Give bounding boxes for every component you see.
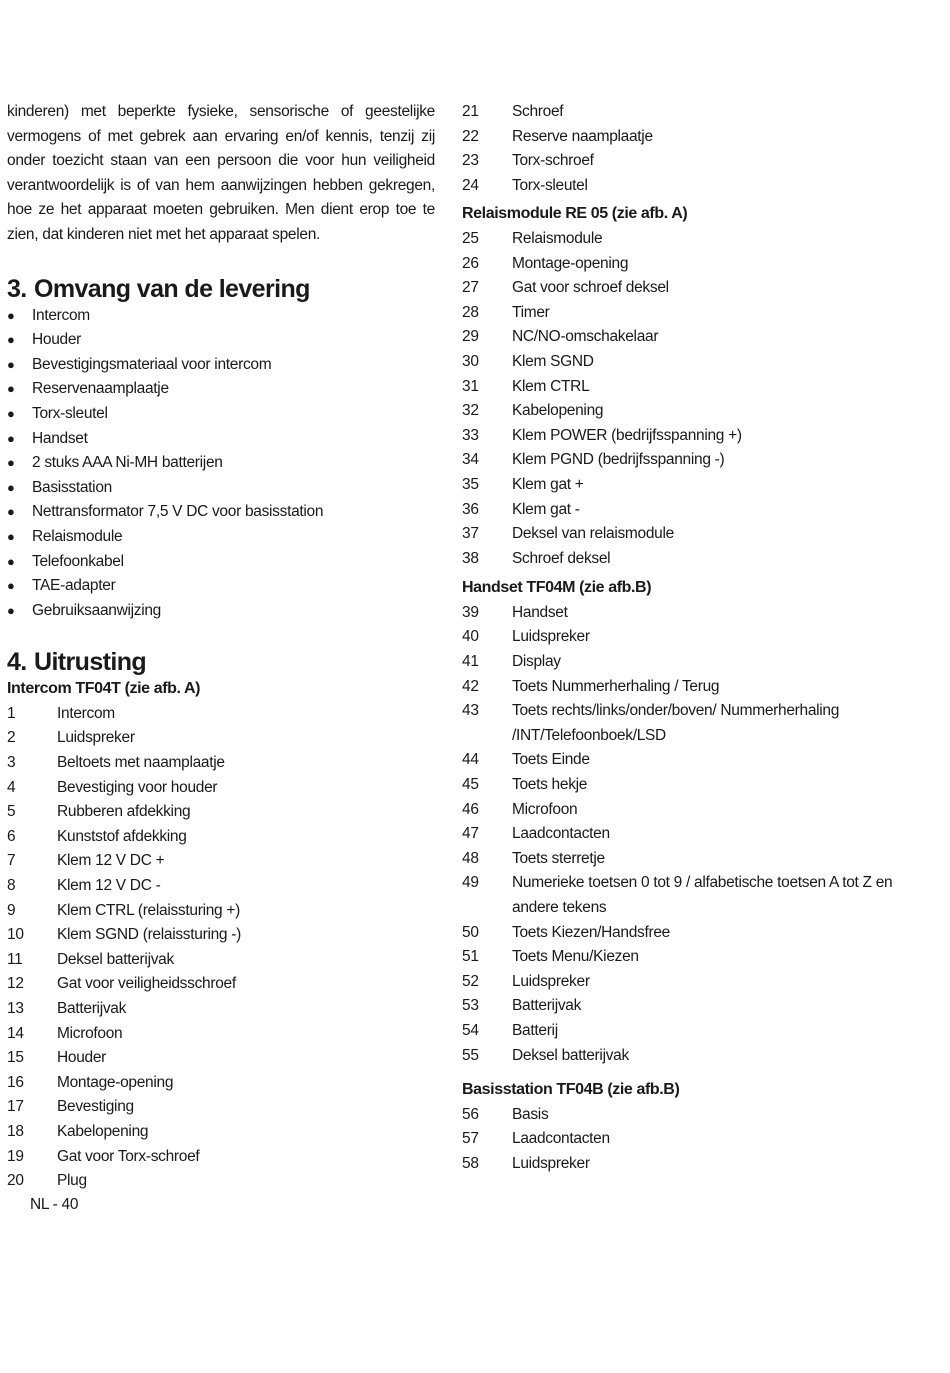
intercom-parts-list [7, 702, 435, 1194]
bullet-icon: ● [7, 307, 15, 323]
part-list-item [7, 702, 435, 727]
part-number: 55 [462, 1046, 479, 1064]
part-label: Timer [512, 303, 550, 321]
bullet-icon: ● [7, 553, 15, 569]
delivery-item-label: Intercom [32, 306, 90, 324]
part-number: 3 [7, 754, 16, 772]
delivery-list-item [7, 451, 435, 476]
delivery-item-label: Reservenaamplaatje [32, 380, 169, 398]
part-list-item [462, 1103, 902, 1128]
part-number: 33 [462, 426, 479, 444]
part-label: Gat voor Torx-schroef [57, 1147, 200, 1165]
part-list-item [7, 899, 435, 924]
part-label: Luidspreker [512, 1154, 590, 1172]
intercom-heading: Intercom TF04T (zie afb. A) [7, 680, 201, 698]
part-number: 36 [462, 500, 479, 518]
part-label: Klem SGND (relaissturing -) [57, 926, 241, 944]
part-list-item [7, 825, 435, 850]
part-label: Plug [57, 1172, 87, 1190]
part-list-item [462, 498, 902, 523]
part-number: 38 [462, 549, 479, 567]
part-list-item [7, 1071, 435, 1096]
part-number: 19 [7, 1147, 24, 1165]
part-label: Batterijvak [512, 997, 582, 1015]
part-label: Laadcontacten [512, 1130, 610, 1148]
bullet-icon: ● [7, 356, 15, 372]
part-list-item [462, 350, 902, 375]
basis-parts-list [462, 1103, 902, 1177]
part-label: Batterijvak [57, 1000, 127, 1017]
part-number: 6 [7, 827, 16, 845]
part-label: Klem gat + [512, 475, 584, 493]
part-number: 53 [462, 997, 479, 1015]
part-list-item [462, 325, 902, 350]
part-list-item [462, 174, 902, 199]
part-number: 48 [462, 849, 479, 867]
part-label: Deksel van relaismodule [512, 525, 674, 543]
section-4-number: 4. [7, 648, 27, 677]
part-list-item [462, 227, 902, 252]
bullet-icon: ● [7, 455, 15, 471]
part-label: Basis [512, 1105, 549, 1123]
part-list-item [462, 547, 902, 572]
part-number: 45 [462, 776, 479, 794]
part-number: 27 [462, 279, 479, 297]
section-3-heading [7, 274, 435, 304]
part-number: 31 [462, 377, 479, 395]
part-list-item [7, 997, 435, 1022]
delivery-item-label: 2 stuks AAA Ni-MH batterijen [32, 454, 223, 472]
part-number: 16 [7, 1073, 24, 1091]
part-label: Klem 12 V DC + [57, 852, 165, 870]
part-label: Toets hekje [512, 776, 588, 794]
part-list-item [7, 776, 435, 801]
part-number: 44 [462, 751, 479, 769]
part-list-item [462, 847, 902, 872]
part-label: Gat voor schroef deksel [512, 279, 669, 297]
bullet-icon: ● [7, 479, 15, 495]
part-label: Numerieke toetsen 0 tot 9 / alfabetische toetsen A tot Z en andere tekens [512, 874, 893, 916]
bullet-icon: ● [7, 528, 15, 544]
part-label: Kunststof afdekking [57, 827, 187, 845]
part-list-item [462, 871, 902, 920]
part-number: 52 [462, 972, 479, 990]
delivery-list-item [7, 550, 435, 575]
part-label: Toets Kiezen/Handsfree [512, 923, 670, 941]
part-list-item [462, 994, 902, 1019]
part-label: Toets Einde [512, 751, 590, 769]
part-label: Luidspreker [57, 729, 135, 747]
part-list-item [462, 1127, 902, 1152]
part-label: Toets rechts/links/onder/boven/ Nummerherhaling /INT/Telefoonboek/LSD [512, 702, 840, 744]
part-number: 32 [462, 402, 479, 420]
delivery-list-item [7, 525, 435, 550]
intercom-parts-list-continued [462, 100, 902, 198]
delivery-item-label: Bevestigingsmateriaal voor intercom [32, 355, 272, 373]
delivery-list-item [7, 500, 435, 525]
part-list-item [7, 1120, 435, 1145]
part-number: 43 [462, 702, 479, 720]
bullet-icon: ● [7, 602, 15, 618]
delivery-item-label: Houder [32, 331, 82, 349]
part-label: Klem PGND (bedrijfsspanning -) [512, 451, 725, 469]
part-number: 11 [7, 950, 23, 968]
part-list-item [462, 650, 902, 675]
delivery-list-item [7, 304, 435, 329]
part-list-item [462, 399, 902, 424]
part-list-item [462, 798, 902, 823]
part-list-item [462, 625, 902, 650]
part-label: Montage-opening [512, 254, 629, 272]
part-number: 47 [462, 825, 479, 843]
part-label: Deksel batterijvak [57, 950, 174, 968]
part-list-item [462, 301, 902, 326]
part-label: Kabelopening [512, 402, 604, 420]
part-list-item [462, 149, 902, 174]
part-number: 26 [462, 254, 479, 272]
part-list-item [462, 773, 902, 798]
part-list-item [462, 1044, 902, 1069]
relais-heading: Relaismodule RE 05 (zie afb. A) [462, 205, 688, 223]
part-list-item [7, 751, 435, 776]
part-number: 14 [7, 1024, 24, 1042]
part-list-item [462, 125, 902, 150]
page-number: NL - 40 [30, 1196, 79, 1213]
part-list-item [7, 874, 435, 899]
part-label: Schroef [512, 103, 564, 120]
part-list-item [462, 822, 902, 847]
part-number: 56 [462, 1105, 479, 1123]
part-label: NC/NO-omschakelaar [512, 328, 659, 346]
part-label: Klem POWER (bedrijfsspanning +) [512, 426, 742, 444]
part-list-item [7, 923, 435, 948]
part-label: Luidspreker [512, 628, 590, 646]
part-label: Toets Menu/Kiezen [512, 948, 639, 966]
part-number: 54 [462, 1021, 479, 1039]
part-label: Microfoon [57, 1024, 123, 1042]
delivery-item-label: Telefoonkabel [32, 552, 124, 570]
part-number: 4 [7, 778, 16, 796]
section-4-heading [7, 647, 435, 677]
part-label: Intercom [57, 704, 115, 722]
delivery-item-label: Gebruiksaanwijzing [32, 601, 161, 619]
part-list-item [462, 699, 902, 748]
part-label: Luidspreker [512, 972, 590, 990]
part-label: Klem SGND [512, 352, 594, 370]
part-number: 5 [7, 803, 16, 821]
part-number: 2 [7, 729, 16, 747]
part-number: 20 [7, 1172, 24, 1190]
part-label: Laadcontacten [512, 825, 610, 843]
bullet-icon: ● [7, 504, 15, 520]
part-list-item [462, 748, 902, 773]
part-list-item [462, 424, 902, 449]
part-label: Houder [57, 1049, 107, 1067]
part-label: Handset [512, 603, 568, 621]
part-number: 49 [462, 874, 479, 892]
basis-heading: Basisstation TF04B (zie afb.B) [462, 1081, 680, 1099]
part-label: Batterij [512, 1021, 558, 1039]
part-list-item [7, 1145, 435, 1170]
part-number: 25 [462, 229, 479, 247]
part-number: 22 [462, 127, 479, 145]
part-number: 18 [7, 1122, 24, 1140]
bullet-icon: ● [7, 405, 15, 421]
part-label: Montage-opening [57, 1073, 174, 1091]
intro-paragraph: kinderen) met beperkte fysieke, sensorische of geestelijke vermogens of met gebrek aan ervaring en/of kennis, tenzij zij onder toezicht staan van een persoon die voor hun veiligheid verantwoordelijk is of van hem aanwijzingen hebben gekregen, hoe ze het apparaat moeten gebruiken. Men dient erop toe te zien, dat kinderen niet met het apparaat spelen. [7, 103, 435, 243]
part-label: Klem CTRL (relaissturing +) [57, 901, 240, 919]
part-number: 1 [7, 704, 16, 722]
delivery-list-item [7, 353, 435, 378]
part-list-item [462, 601, 902, 626]
part-list-item [462, 1152, 902, 1177]
delivery-list-item [7, 574, 435, 599]
part-list-item [462, 100, 902, 125]
part-label: Microfoon [512, 800, 578, 818]
part-label: Torx-sleutel [512, 176, 588, 194]
part-number: 50 [462, 923, 479, 941]
part-label: Kabelopening [57, 1122, 149, 1140]
section-3-number: 3. [7, 274, 27, 303]
part-list-item [7, 1095, 435, 1120]
part-number: 17 [7, 1098, 24, 1116]
part-list-item [462, 945, 902, 970]
part-number: 7 [7, 852, 16, 870]
part-list-item [462, 522, 902, 547]
part-list-item [462, 921, 902, 946]
part-number: 37 [462, 525, 479, 543]
part-label: Klem CTRL [512, 377, 590, 395]
part-list-item [462, 375, 902, 400]
part-number: 51 [462, 948, 479, 966]
part-number: 13 [7, 1000, 24, 1017]
part-number: 10 [7, 926, 24, 944]
part-label: Relaismodule [512, 229, 603, 247]
part-list-item [7, 726, 435, 751]
relais-parts-list [462, 227, 902, 571]
part-label: Schroef deksel [512, 549, 611, 567]
part-list-item [7, 948, 435, 973]
part-number: 40 [462, 628, 479, 646]
part-label: Bevestiging voor houder [57, 778, 218, 796]
part-number: 15 [7, 1049, 24, 1067]
part-number: 42 [462, 677, 479, 695]
part-label: Bevestiging [57, 1098, 134, 1116]
delivery-item-label: Basisstation [32, 478, 112, 496]
part-list-item [462, 675, 902, 700]
part-number: 29 [462, 328, 479, 346]
part-label: Beltoets met naamplaatje [57, 754, 225, 772]
part-number: 34 [462, 451, 479, 469]
part-list-item [462, 276, 902, 301]
part-number: 12 [7, 975, 24, 993]
left-column [7, 100, 435, 1194]
part-number: 24 [462, 176, 479, 194]
delivery-list-item [7, 402, 435, 427]
section-4-title: Uitrusting [34, 648, 147, 677]
part-label: Toets sterretje [512, 849, 605, 867]
handset-parts-list [462, 601, 902, 1068]
part-number: 58 [462, 1154, 479, 1172]
bullet-icon: ● [7, 578, 15, 594]
part-list-item [462, 448, 902, 473]
part-number: 28 [462, 303, 479, 321]
delivery-list-item [7, 599, 435, 624]
part-number: 9 [7, 901, 16, 919]
delivery-item-label: Handset [32, 429, 88, 447]
part-list-item [462, 970, 902, 995]
part-number: 23 [462, 152, 479, 170]
section-3-title: Omvang van de levering [34, 274, 310, 303]
part-label: Gat voor veiligheidsschroef [57, 975, 236, 993]
part-list-item [7, 1169, 435, 1194]
bullet-icon: ● [7, 332, 15, 348]
part-number: 21 [462, 103, 479, 120]
part-list-item [7, 800, 435, 825]
bullet-icon: ● [7, 381, 15, 397]
bullet-icon: ● [7, 430, 15, 446]
part-number: 8 [7, 877, 16, 895]
part-number: 46 [462, 800, 479, 818]
part-list-item [7, 849, 435, 874]
part-label: Toets Nummerherhaling / Terug [512, 677, 720, 695]
part-list-item [7, 972, 435, 997]
part-label: Torx-schroef [512, 152, 594, 170]
part-number: 41 [462, 653, 479, 671]
part-number: 57 [462, 1130, 479, 1148]
part-list-item [7, 1046, 435, 1071]
part-label: Reserve naamplaatje [512, 127, 653, 145]
handset-heading: Handset TF04M (zie afb.B) [462, 579, 652, 597]
part-list-item [462, 252, 902, 277]
delivery-item-label: Torx-sleutel [32, 404, 108, 422]
right-column [462, 100, 902, 1177]
delivery-list-item [7, 328, 435, 353]
part-list-item [462, 473, 902, 498]
delivery-list-item [7, 427, 435, 452]
delivery-list-item [7, 377, 435, 402]
part-label: Klem gat - [512, 500, 580, 518]
delivery-item-label: Relaismodule [32, 527, 123, 545]
part-label: Display [512, 653, 561, 671]
part-label: Klem 12 V DC - [57, 877, 161, 895]
part-label: Deksel batterijvak [512, 1046, 629, 1064]
part-label: Rubberen afdekking [57, 803, 191, 821]
delivery-item-label: TAE-adapter [32, 577, 116, 595]
part-number: 35 [462, 475, 479, 493]
part-number: 39 [462, 603, 479, 621]
part-list-item [7, 1022, 435, 1047]
part-number: 30 [462, 352, 479, 370]
delivery-item-label: Nettransformator 7,5 V DC voor basisstation [32, 503, 324, 521]
delivery-list [7, 304, 435, 624]
delivery-list-item [7, 476, 435, 501]
part-list-item [462, 1019, 902, 1044]
